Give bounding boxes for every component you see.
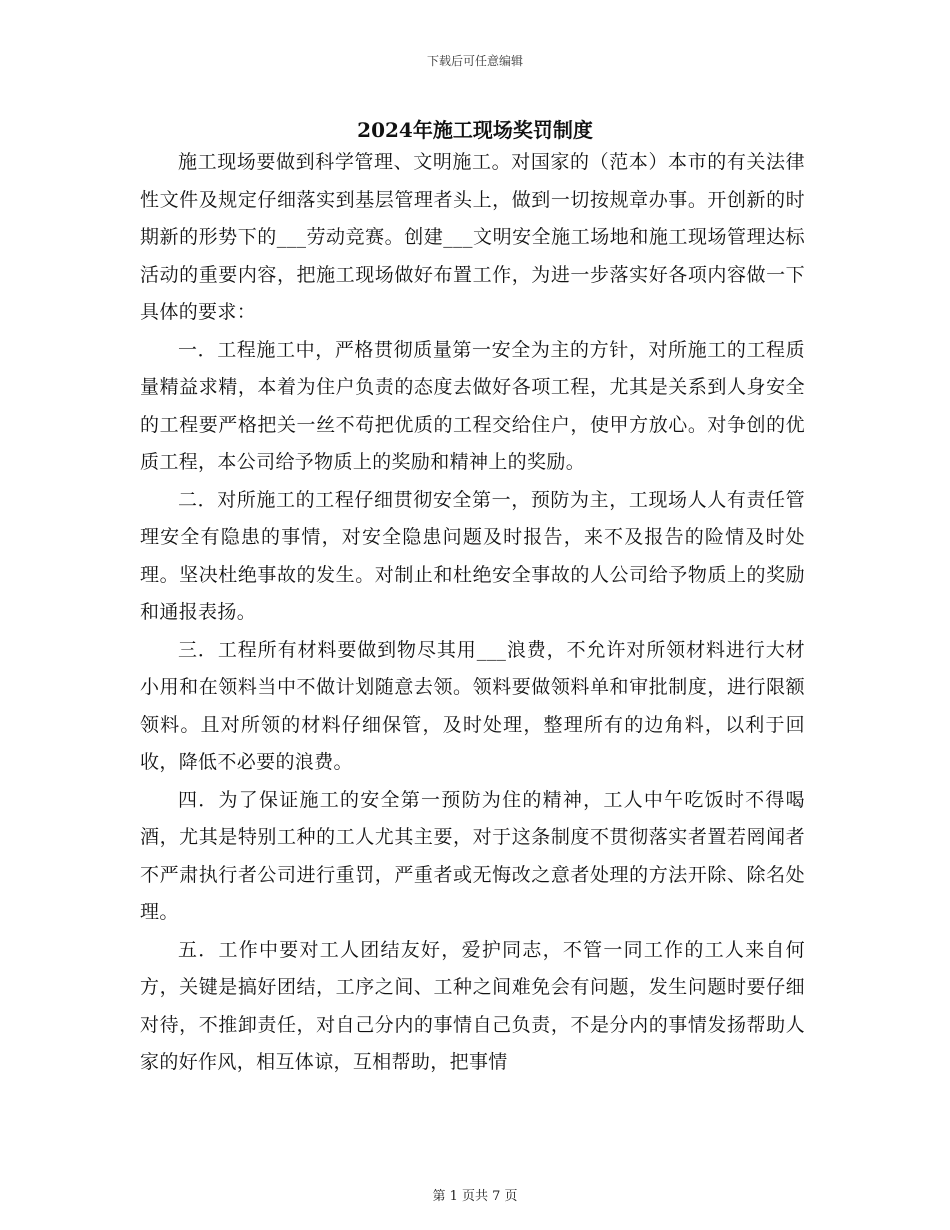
intro-paragraph: 施工现场要做到科学管理、文明施工。对国家的（范本）本市的有关法律性文件及规定仔细落实到基层管理者头上，做到一切按规章办事。开创新的时期新的形势下的___劳动竞赛。创建___文明安全施工场地和施工现场管理达标活动的重要内容，把施工现场做好布置工作，为进一步落实好各项内容做一下具体的要求： bbox=[140, 151, 805, 323]
rule-paragraph-2: 二．对所施工的工程仔细贯彻安全第一，预防为主，工现场人人有责任管理安全有隐患的事情，对安全隐患问题及时报告，来不及报告的险情及时处理。坚决杜绝事故的发生。对制止和杜绝安全事故的人公司给予物质上的奖励和通报表扬。 bbox=[140, 488, 805, 623]
rule-paragraph-3: 三．工程所有材料要做到物尽其用___浪费，不允许对所领材料进行大材小用和在领料当中不做计划随意去领。领料要做领料单和审批制度，进行限额领料。且对所领的材料仔细保管，及时处理，整理所有的边角料，以利于回收，降低不必要的浪费。 bbox=[140, 638, 805, 773]
rule-paragraph-4: 四．为了保证施工的安全第一预防为住的精神，工人中午吃饭时不得喝酒，尤其是特别工种的工人尤其主要，对于这条制度不贯彻落实者置若罔闻者不严肃执行者公司进行重罚，严重者或无悔改之意者处理的方法开除、除名处理。 bbox=[140, 788, 805, 923]
page-number: 第 1 页共 7 页 bbox=[432, 1189, 518, 1204]
rule-paragraph-5: 五．工作中要对工人团结友好，爱护同志，不管一同工作的工人来自何方，关键是搞好团结，工序之间、工种之间难免会有问题，发生问题时要仔细对待，不推卸责任，对自己分内的事情自己负责，不是分内的事情发扬帮助人家的好作风，相互体谅，互相帮助，把事情 bbox=[140, 938, 805, 1073]
rule-paragraph-1: 一．工程施工中，严格贯彻质量第一安全为主的方针，对所施工的工程质量精益求精，本着为住户负责的态度去做好各项工程，尤其是关系到人身安全的工程要严格把关一丝不苟把优质的工程交给住户，使甲方放心。对争创的优质工程，本公司给予物质上的奖励和精神上的奖励。 bbox=[140, 338, 805, 473]
download-note: 下载后可任意编辑 bbox=[426, 54, 523, 68]
document-title: 2024年施工现场奖罚制度 bbox=[357, 118, 593, 142]
document-body bbox=[140, 144, 805, 1082]
